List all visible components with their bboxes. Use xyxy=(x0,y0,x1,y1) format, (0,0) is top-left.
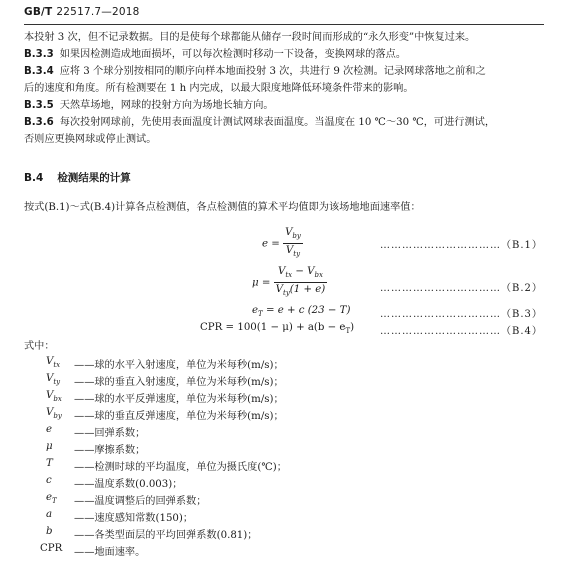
variable-symbol xyxy=(46,407,62,420)
variable-description: ——回弹系数； xyxy=(74,428,146,439)
numerator-part: − V xyxy=(292,266,315,277)
equation-b4 xyxy=(200,322,354,335)
subscript: by xyxy=(53,412,62,421)
symbol: c xyxy=(46,475,52,486)
variable-description: ——温度系数(0.003)； xyxy=(74,479,183,490)
where-label-text: 式中： xyxy=(24,341,55,352)
clause-id: B.3.3 xyxy=(24,49,54,60)
subscript: tx xyxy=(285,271,293,280)
section-id: B.4 xyxy=(24,172,44,184)
clause-b35 xyxy=(24,98,548,114)
equation-lhs: μ = xyxy=(252,277,271,289)
subscript: T xyxy=(345,327,351,336)
symbol: V xyxy=(46,373,54,384)
subscript: bx xyxy=(314,271,323,280)
paragraph xyxy=(24,30,548,46)
clause-text: 每次投射网球前，先使用表面温度计测试网球表面温度。当温度在 10 ℃～30 ℃，可进行测试， xyxy=(59,117,496,128)
clause-b36 xyxy=(24,115,548,131)
symbol: e xyxy=(46,424,53,435)
where-label xyxy=(24,339,548,355)
paragraph-text: 后的速度和角度。所有检测要在 1 h 内完成，以最大限度地降低环境条件带来的影响。 xyxy=(24,83,414,94)
variable-description: ——地面速率。 xyxy=(74,547,146,558)
clause-b33 xyxy=(24,47,548,63)
variable-symbol xyxy=(46,441,53,452)
equation-b1 xyxy=(262,226,303,261)
subscript: T xyxy=(258,310,263,319)
variable-description: ——各类型面层的平均回弹系数(0.81)； xyxy=(74,530,258,541)
fraction xyxy=(274,265,328,300)
clause-id: B.3.4 xyxy=(24,66,54,77)
variable-description: ——球的垂直反弹速度，单位为米每秒(m/s)； xyxy=(74,411,284,422)
equation-b3 xyxy=(252,305,350,318)
variable-description: ——球的水平反弹速度，单位为米每秒(m/s)； xyxy=(74,394,284,405)
section-title: 检测结果的计算 xyxy=(57,172,131,184)
equation-tag-b3: ……………………………（B.3） xyxy=(380,309,543,320)
subscript: ty xyxy=(283,289,290,298)
symbol: V xyxy=(46,356,54,367)
variable-symbol xyxy=(46,458,53,469)
header-rule xyxy=(24,24,544,25)
subscript: bx xyxy=(53,395,62,404)
variable-description: ——球的水平入射速度，单位为米每秒(m/s)； xyxy=(74,360,284,371)
clause-text: 天然草场地，网球的投射方向为场地长轴方向。 xyxy=(59,100,274,111)
variable-symbol xyxy=(46,509,52,520)
variable-symbol xyxy=(46,492,57,505)
equation-tag-b2: ……………………………（B.2） xyxy=(380,283,543,294)
subscript: by xyxy=(292,232,301,241)
symbol: μ xyxy=(46,441,53,452)
equation-tag-b4: ……………………………（B.4） xyxy=(380,326,543,337)
section-heading xyxy=(24,170,131,185)
equation-text: ) xyxy=(350,322,355,333)
equation-b2 xyxy=(252,265,327,300)
subscript: T xyxy=(52,497,57,506)
subscript: tx xyxy=(53,361,61,370)
paragraph-text: 本投射 3 次，但不记录数据。目的是使每个球都能从储存一段时间而形成的“永久形变”中恢复过来。 xyxy=(24,32,476,43)
variable-symbol xyxy=(40,543,62,554)
numerator: V xyxy=(285,227,293,238)
symbol: a xyxy=(46,509,53,520)
variable-description: ——球的垂直入射速度，单位为米每秒(m/s)； xyxy=(74,377,284,388)
clause-b34 xyxy=(24,64,548,80)
variable-symbol xyxy=(46,390,62,403)
page-header xyxy=(24,6,139,18)
symbol: CPR xyxy=(40,543,63,554)
clause-text: 应将 3 个球分别按相同的顺序向样本地面投射 3 次，共进行 9 次检测。记录网球落地之前和之 xyxy=(59,66,486,77)
denominator: V xyxy=(275,284,284,296)
variable-description: ——速度感知常数(150)； xyxy=(74,513,194,524)
variable-description: ——检测时球的平均温度，单位为摄氏度(℃)； xyxy=(74,462,287,473)
variable-symbol xyxy=(46,475,52,486)
standard-code: GB/T xyxy=(24,6,53,18)
symbol: b xyxy=(46,526,53,537)
symbol: V xyxy=(46,390,54,401)
numerator: V xyxy=(278,266,286,277)
variable-symbol xyxy=(46,356,60,369)
symbol: e xyxy=(46,492,53,503)
equation-text: = e + c (23 − T) xyxy=(262,305,351,316)
paragraph xyxy=(24,81,548,97)
equation-text: e xyxy=(252,305,259,316)
variable-description: ——温度调整后的回弹系数； xyxy=(74,496,207,507)
denominator-part: (1 + e) xyxy=(289,284,326,296)
variable-symbol xyxy=(46,424,52,435)
intro-paragraph xyxy=(24,200,548,216)
variable-description: ——摩擦系数； xyxy=(74,445,146,456)
subscript: ty xyxy=(53,378,61,387)
variable-symbol xyxy=(46,373,60,386)
clause-text: 如果因检测造成地面损坏，可以每次检测时移动一下设备，变换网球的落点。 xyxy=(59,49,407,60)
equation-text: CPR = 100(1 − μ) + a(b − e xyxy=(200,322,346,333)
clause-id: B.3.5 xyxy=(24,100,54,111)
standard-number: 22517.7—2018 xyxy=(56,6,140,18)
variable-symbol xyxy=(46,526,53,537)
paragraph-text: 否则应更换网球或停止测试。 xyxy=(24,134,157,145)
symbol: T xyxy=(46,458,53,469)
intro-text: 按式(B.1)～式(B.4)计算各点检测值，各点检测值的算术平均值即为该场地地面速率值： xyxy=(24,202,421,213)
equation-tag-b1: ……………………………（B.1） xyxy=(380,240,543,251)
symbol: V xyxy=(46,407,54,418)
denominator: V xyxy=(285,245,294,257)
paragraph xyxy=(24,132,548,148)
subscript: ty xyxy=(293,250,301,259)
clause-id: B.3.6 xyxy=(24,117,54,128)
fraction xyxy=(283,226,303,261)
equation-lhs: e = xyxy=(262,238,280,250)
